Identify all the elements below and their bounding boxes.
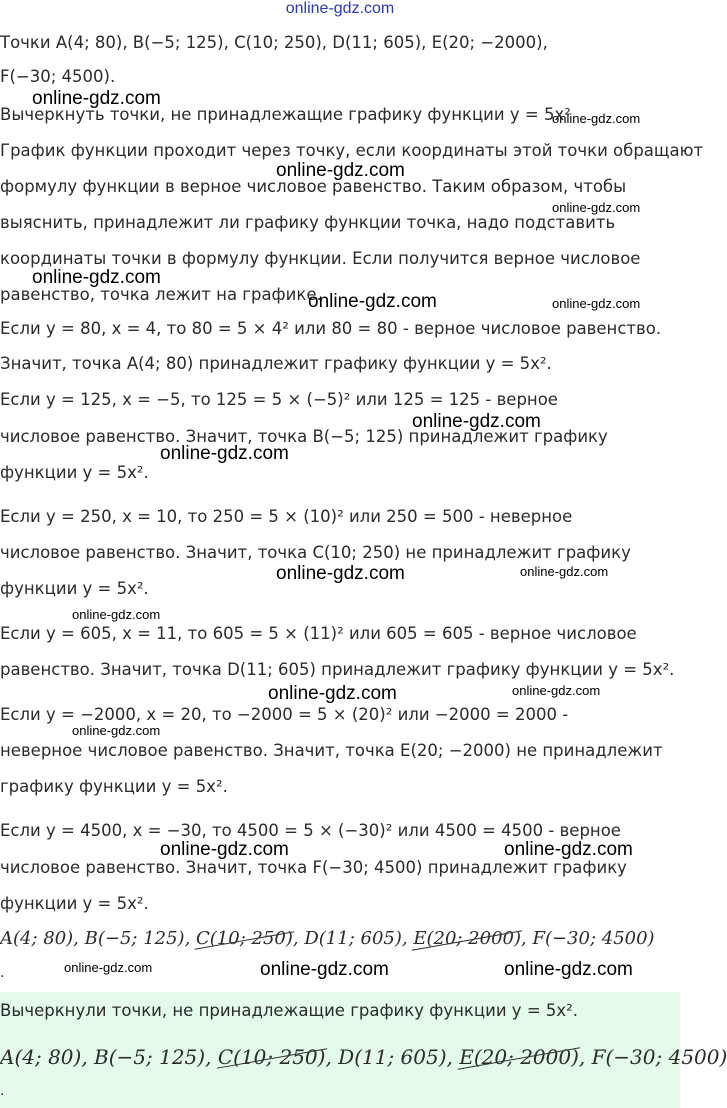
points-list (0, 928, 655, 950)
check-a-line-1: Если y = 80, x = 4, то 80 = 5 × 4² или 80 = 80 - верное числовое равенство. (0, 319, 662, 338)
check-b-line-3: функции y = 5x². (0, 463, 149, 482)
watermark: online-gdz.com (308, 291, 437, 312)
check-e-line-3: графику функции y = 5x². (0, 777, 228, 796)
answer-kept-1: A(4; 80), B(−5; 125), (0, 1045, 218, 1069)
watermark: online-gdz.com (260, 959, 389, 980)
watermark: online-gdz.com (552, 296, 641, 311)
check-f-line-3: функции y = 5x². (0, 894, 149, 913)
watermark: online-gdz.com (32, 88, 161, 109)
point-c-crossed: C(10; 250) (196, 928, 293, 949)
check-f-line-1: Если y = 4500, x = −30, то 4500 = 5 × (−30)² или 4500 = 4500 - верное (0, 821, 621, 840)
answer-points (0, 1046, 727, 1068)
explanation-line-1: График функции проходит через точку, если координаты этой точки обращают (0, 141, 704, 160)
watermark: online-gdz.com (504, 839, 633, 860)
answer-c-crossed: C(10; 250) (217, 1045, 326, 1069)
watermark: online-gdz.com (32, 267, 161, 288)
answer-e-crossed: E(20; 2000) (459, 1045, 579, 1069)
check-b-line-2: числовое равенство. Значит, точка B(−5; 125) принадлежит графику (0, 427, 608, 446)
answer-kept-3: , F(−30; 4500) (578, 1045, 727, 1069)
watermark: online-gdz.com (552, 111, 641, 126)
check-b-line-1: Если y = 125, x = −5, то 125 = 5 × (−5)² или 125 = 125 - верное (0, 390, 558, 409)
points-kept-2: , D(11; 605), (292, 928, 414, 949)
point-e-crossed: E(20; 2000) (413, 928, 522, 949)
watermark: online-gdz.com (64, 960, 153, 975)
watermark: online-gdz.com (268, 683, 397, 704)
answer-kept-2: , D(11; 605), (325, 1045, 460, 1069)
points-kept-3: , F(−30; 4500) (521, 928, 655, 949)
watermark: online-gdz.com (72, 723, 161, 738)
explanation-line-2: формулу функции в верное числовое равенство. Таким образом, чтобы (0, 177, 627, 196)
watermark: online-gdz.com (72, 607, 161, 622)
watermark: online-gdz.com (276, 563, 405, 584)
watermark: online-gdz.com (276, 160, 405, 181)
answer-heading: Вычеркнули точки, не принадлежащие графику функции y = 5x². (0, 1001, 579, 1020)
check-d-line-1: Если y = 605, x = 11, то 605 = 5 × (11)² или 605 = 605 - верное числовое (0, 624, 637, 643)
watermark: online-gdz.com (160, 443, 289, 464)
watermark: online-gdz.com (552, 200, 641, 215)
watermark: online-gdz.com (520, 564, 609, 579)
watermark: online-gdz.com (412, 411, 541, 432)
answer-box (0, 992, 727, 1108)
watermark: online-gdz.com (160, 839, 289, 860)
points-list-dot: . (0, 965, 5, 981)
answer-dot: . (0, 1083, 5, 1099)
task-line-2: F(−30; 4500). (0, 67, 116, 86)
check-f-line-2: числовое равенство. Значит, точка F(−30; 4500) принадлежит графику (0, 858, 627, 877)
top-watermark: online-gdz.com (285, 0, 395, 17)
check-e-line-2: неверное числовое равенство. Значит, точка E(20; −2000) не принадлежит (0, 741, 663, 760)
explanation-line-4: координаты точки в формулу функции. Если получится верное числовое (0, 249, 641, 268)
explanation-line-5: равенство, точка лежит на графике. (0, 285, 322, 304)
check-c-line-2: числовое равенство. Значит, точка C(10; 250) не принадлежит графику (0, 543, 631, 562)
check-c-line-1: Если y = 250, x = 10, то 250 = 5 × (10)² или 250 = 500 - неверное (0, 507, 573, 526)
explanation-line-3: выяснить, принадлежит ли графику функции точка, надо подставить (0, 213, 616, 232)
check-a-line-2: Значит, точка A(4; 80) принадлежит графику функции y = 5x². (0, 354, 552, 373)
check-c-line-3: функции y = 5x². (0, 579, 149, 598)
task-statement: Вычеркнуть точки, не принадлежащие графику функции y = 5x² (0, 105, 571, 124)
check-d-line-2: равенство. Значит, точка D(11; 605) принадлежит графику функции y = 5x². (0, 660, 675, 679)
points-kept-1: A(4; 80), B(−5; 125), (0, 928, 197, 949)
task-line-1: Точки A(4; 80), B(−5; 125), C(10; 250), D(11; 605), E(20; −2000), (0, 33, 548, 52)
watermark: online-gdz.com (504, 959, 633, 980)
check-e-line-1: Если y = −2000, x = 20, то −2000 = 5 × (20)² или −2000 = 2000 - (0, 705, 569, 724)
watermark: online-gdz.com (512, 683, 601, 698)
